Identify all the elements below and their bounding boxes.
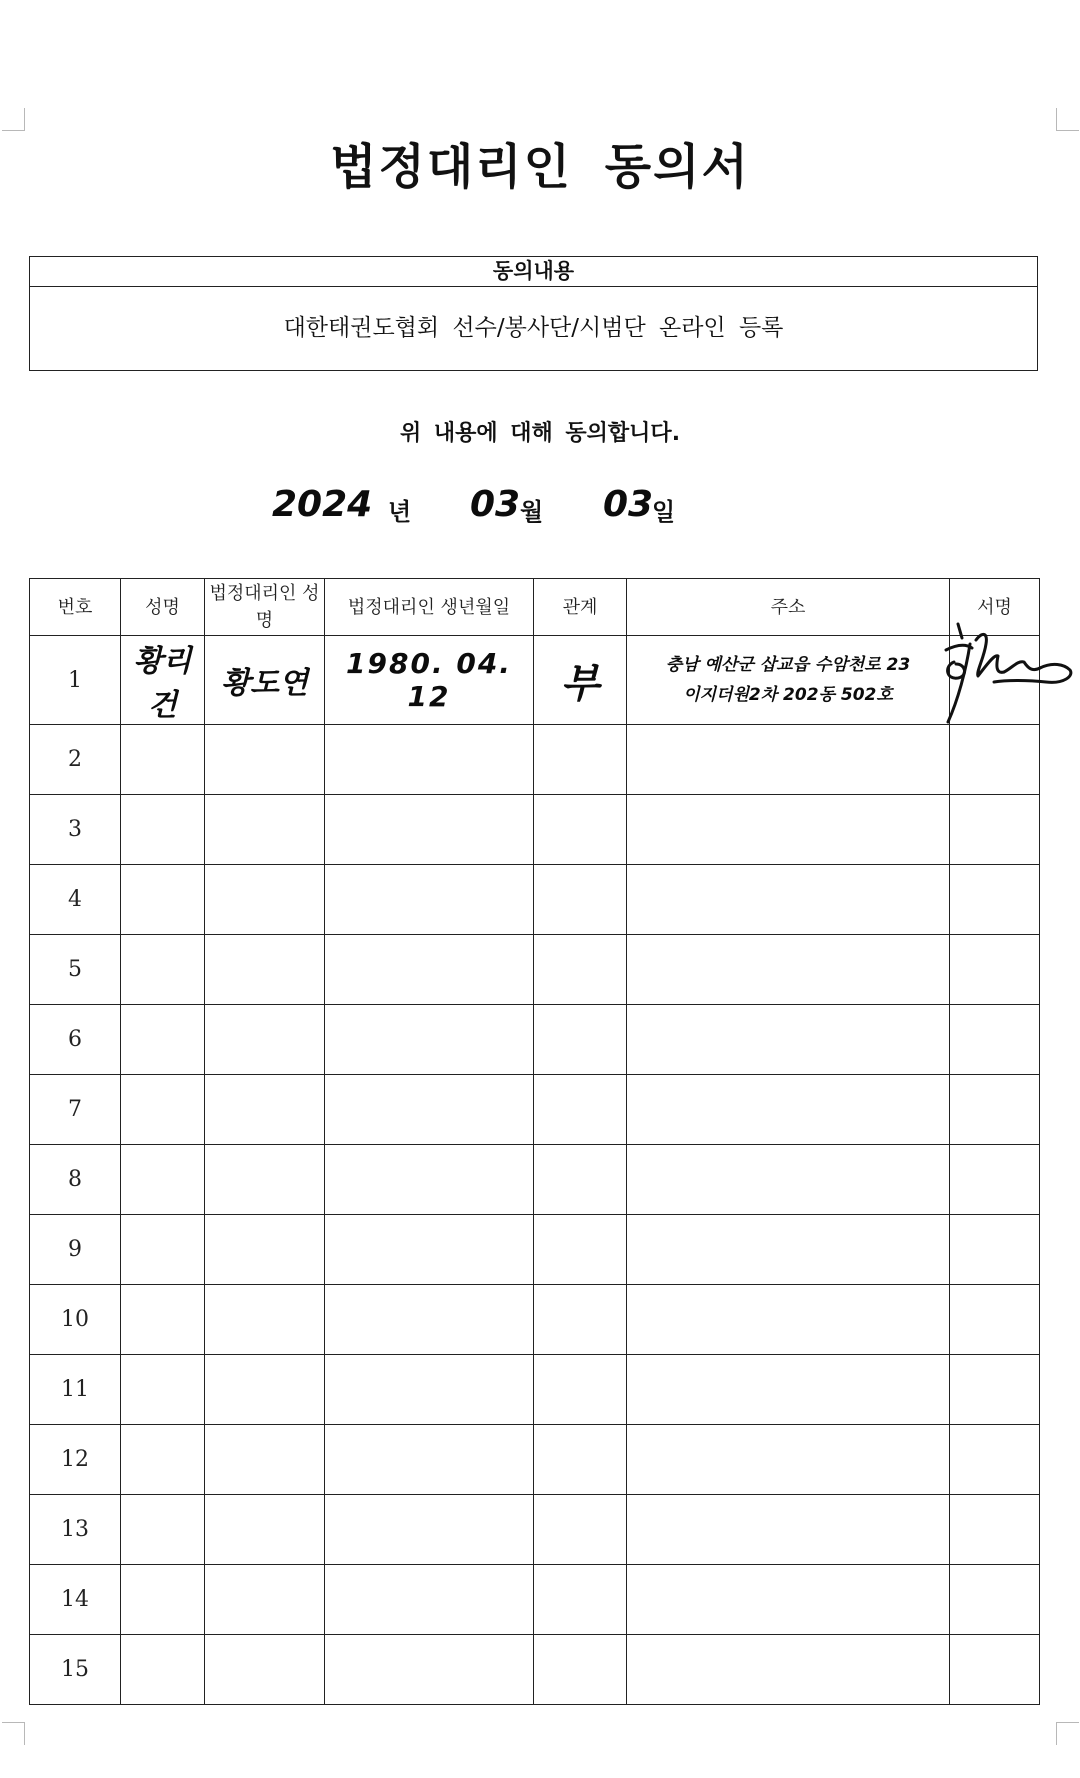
cell-guardian-birth bbox=[325, 725, 534, 795]
row-number: 9 bbox=[30, 1215, 121, 1285]
cell-address bbox=[627, 725, 950, 795]
cell-name bbox=[121, 1075, 205, 1145]
cell-name bbox=[121, 1145, 205, 1215]
cell-signature bbox=[950, 1005, 1040, 1075]
cell-guardian-birth: 1980. 04. 12 bbox=[325, 636, 534, 725]
cell-guardian-birth bbox=[325, 1425, 534, 1495]
cell-signature bbox=[950, 1635, 1040, 1705]
cell-address bbox=[627, 636, 950, 725]
crop-mark-bottom-right bbox=[1056, 1722, 1079, 1745]
table-row bbox=[30, 1425, 1040, 1495]
cell-name bbox=[121, 1495, 205, 1565]
cell-relation bbox=[534, 1495, 627, 1565]
cell-guardian-name bbox=[205, 1005, 325, 1075]
row-number: 8 bbox=[30, 1145, 121, 1215]
document-title: 법정대리인 동의서 bbox=[330, 139, 750, 195]
consent-header: 동의내용 bbox=[30, 257, 1037, 287]
consent-box bbox=[29, 256, 1038, 371]
cell-guardian-name bbox=[205, 1145, 325, 1215]
cell-signature bbox=[950, 795, 1040, 865]
table-row bbox=[30, 1635, 1040, 1705]
table-row bbox=[30, 725, 1040, 795]
table-row bbox=[30, 636, 1040, 725]
crop-mark-bottom-left bbox=[2, 1722, 25, 1745]
cell-address bbox=[627, 1565, 950, 1635]
cell-guardian-birth bbox=[325, 1495, 534, 1565]
cell-relation bbox=[534, 1635, 627, 1705]
cell-address bbox=[627, 1635, 950, 1705]
cell-address bbox=[627, 1215, 950, 1285]
cell-guardian-birth bbox=[325, 1215, 534, 1285]
cell-name bbox=[121, 865, 205, 935]
cell-relation bbox=[534, 1565, 627, 1635]
cell-address bbox=[627, 1005, 950, 1075]
agreement-statement: 위 내용에 대해 동의합니다. bbox=[399, 421, 681, 446]
table-row bbox=[30, 1005, 1040, 1075]
cell-name bbox=[121, 1425, 205, 1495]
cell-guardian-birth bbox=[325, 1005, 534, 1075]
cell-guardian-birth bbox=[325, 935, 534, 1005]
table-row bbox=[30, 1145, 1040, 1215]
row-number: 7 bbox=[30, 1075, 121, 1145]
cell-name bbox=[121, 935, 205, 1005]
row-number: 6 bbox=[30, 1005, 121, 1075]
date-day: 03 bbox=[603, 484, 654, 525]
registrant-table bbox=[29, 578, 1040, 1705]
cell-guardian-name bbox=[205, 795, 325, 865]
cell-signature bbox=[950, 1075, 1040, 1145]
cell-name bbox=[121, 795, 205, 865]
cell-signature bbox=[950, 636, 1040, 725]
row-number: 14 bbox=[30, 1565, 121, 1635]
header-guardian-birth: 법정대리인 생년월일 bbox=[325, 579, 534, 636]
cell-relation bbox=[534, 1425, 627, 1495]
cell-guardian-name bbox=[205, 1565, 325, 1635]
cell-guardian-birth bbox=[325, 1635, 534, 1705]
cell-name bbox=[121, 1355, 205, 1425]
cell-signature bbox=[950, 1285, 1040, 1355]
cell-signature bbox=[950, 865, 1040, 935]
cell-name bbox=[121, 1215, 205, 1285]
table-row bbox=[30, 1495, 1040, 1565]
cell-address bbox=[627, 1355, 950, 1425]
cell-address bbox=[627, 865, 950, 935]
cell-relation bbox=[534, 1285, 627, 1355]
cell-relation bbox=[534, 935, 627, 1005]
table-row bbox=[30, 935, 1040, 1005]
cell-address bbox=[627, 1285, 950, 1355]
date-month: 03 bbox=[470, 484, 521, 525]
cell-relation bbox=[534, 865, 627, 935]
date-row bbox=[0, 480, 1080, 540]
address-line-2: 이지더원2차 202동 502호 bbox=[683, 685, 893, 705]
address-line-1: 충남 예산군 삽교읍 수암천로 23 bbox=[665, 655, 911, 675]
cell-relation bbox=[534, 1215, 627, 1285]
cell-signature bbox=[950, 1145, 1040, 1215]
cell-signature bbox=[950, 935, 1040, 1005]
table-row bbox=[30, 1075, 1040, 1145]
cell-guardian-birth bbox=[325, 865, 534, 935]
row-number: 1 bbox=[30, 636, 121, 725]
cell-name bbox=[121, 1565, 205, 1635]
header-address: 주소 bbox=[627, 579, 950, 636]
table-row bbox=[30, 795, 1040, 865]
date-year: 2024 bbox=[272, 484, 373, 525]
row-number: 4 bbox=[30, 865, 121, 935]
cell-relation bbox=[534, 1355, 627, 1425]
table-row bbox=[30, 865, 1040, 935]
row-number: 15 bbox=[30, 1635, 121, 1705]
cell-relation bbox=[534, 1075, 627, 1145]
header-signature: 서명 bbox=[950, 579, 1040, 636]
table-row bbox=[30, 1215, 1040, 1285]
header-name: 성명 bbox=[121, 579, 205, 636]
row-number: 13 bbox=[30, 1495, 121, 1565]
cell-relation bbox=[534, 725, 627, 795]
cell-signature bbox=[950, 1355, 1040, 1425]
row-number: 3 bbox=[30, 795, 121, 865]
cell-address bbox=[627, 795, 950, 865]
cell-signature bbox=[950, 1565, 1040, 1635]
cell-name: 황리건 bbox=[121, 636, 205, 725]
cell-address bbox=[627, 935, 950, 1005]
table-row bbox=[30, 1355, 1040, 1425]
consent-content: 대한태권도협회 선수/봉사단/시범단 온라인 등록 bbox=[283, 315, 784, 341]
date-day-unit: 일 bbox=[652, 498, 676, 526]
cell-address bbox=[627, 1495, 950, 1565]
row-number: 12 bbox=[30, 1425, 121, 1495]
cell-guardian-name bbox=[205, 865, 325, 935]
cell-signature bbox=[950, 725, 1040, 795]
cell-guardian-name bbox=[205, 1285, 325, 1355]
cell-signature bbox=[950, 1425, 1040, 1495]
cell-guardian-name bbox=[205, 1495, 325, 1565]
table-header-row bbox=[30, 579, 1040, 636]
cell-address bbox=[627, 1425, 950, 1495]
cell-guardian-birth bbox=[325, 1145, 534, 1215]
cell-guardian-birth bbox=[325, 1075, 534, 1145]
cell-guardian-name bbox=[205, 1355, 325, 1425]
row-number: 5 bbox=[30, 935, 121, 1005]
cell-guardian-name bbox=[205, 725, 325, 795]
cell-guardian-name bbox=[205, 1635, 325, 1705]
cell-guardian-name: 황도연 bbox=[205, 636, 325, 725]
cell-signature bbox=[950, 1495, 1040, 1565]
cell-relation bbox=[534, 795, 627, 865]
date-month-unit: 월 bbox=[520, 498, 544, 526]
header-relation: 관계 bbox=[534, 579, 627, 636]
cell-guardian-name bbox=[205, 935, 325, 1005]
cell-relation bbox=[534, 1145, 627, 1215]
cell-guardian-birth bbox=[325, 1355, 534, 1425]
cell-address bbox=[627, 1075, 950, 1145]
row-number: 11 bbox=[30, 1355, 121, 1425]
cell-guardian-name bbox=[205, 1215, 325, 1285]
table-row bbox=[30, 1565, 1040, 1635]
cell-guardian-birth bbox=[325, 1285, 534, 1355]
header-guardian-name: 법정대리인 성명 bbox=[205, 579, 325, 636]
cell-address bbox=[627, 1145, 950, 1215]
row-number: 10 bbox=[30, 1285, 121, 1355]
cell-name bbox=[121, 1285, 205, 1355]
cell-guardian-birth bbox=[325, 795, 534, 865]
cell-guardian-name bbox=[205, 1075, 325, 1145]
cell-name bbox=[121, 725, 205, 795]
date-year-unit: 년 bbox=[388, 498, 412, 526]
cell-name bbox=[121, 1005, 205, 1075]
cell-guardian-birth bbox=[325, 1565, 534, 1635]
row-number: 2 bbox=[30, 725, 121, 795]
table-row bbox=[30, 1285, 1040, 1355]
cell-relation: 부 bbox=[534, 636, 627, 725]
cell-name bbox=[121, 1635, 205, 1705]
header-number: 번호 bbox=[30, 579, 121, 636]
cell-relation bbox=[534, 1005, 627, 1075]
cell-guardian-name bbox=[205, 1425, 325, 1495]
handwritten-signature bbox=[936, 610, 1074, 730]
cell-signature bbox=[950, 1215, 1040, 1285]
